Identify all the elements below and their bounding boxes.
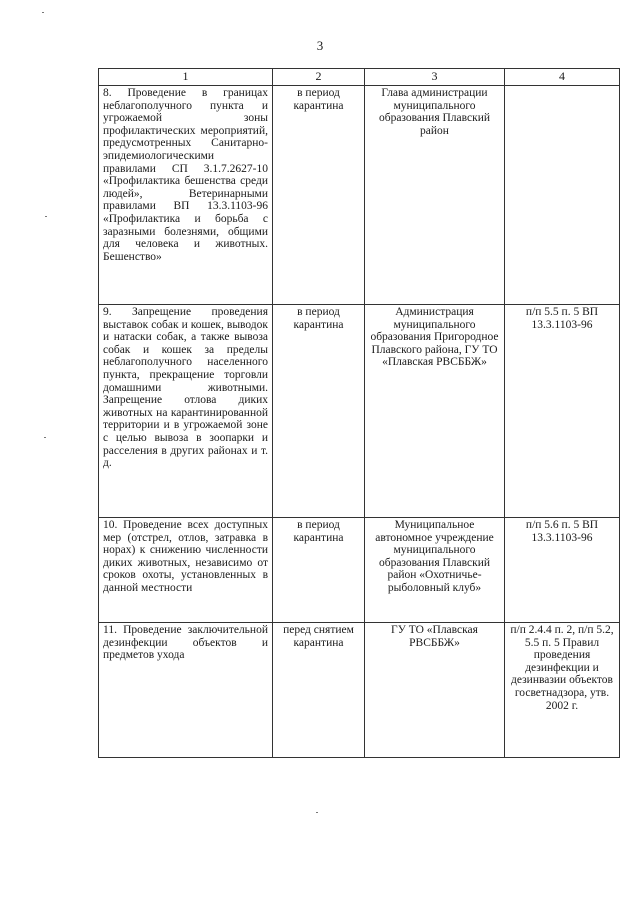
responsible-cell: Муниципальное автономное учреждение муниципального образования Плавский район «Охотничье-рыболовный клуб»	[365, 518, 505, 623]
basis-cell: п/п 2.4.4 п. 2, п/п 5.2, 5.5 п. 5 Правил проведения дезинфекции и дезинвазии объектов госветнадзора, утв. 2002 г.	[505, 623, 620, 758]
responsible-cell: Администрация муниципального образования Пригородное Плавского района, ГУ ТО «Плавская РВСББЖ»	[365, 305, 505, 518]
column-header: 3	[365, 69, 505, 86]
responsible-cell: Глава администрации муниципального образования Плавский район	[365, 86, 505, 305]
responsible-cell: ГУ ТО «Плавская РВСББЖ»	[365, 623, 505, 758]
scan-speck	[45, 216, 47, 217]
measures-table	[98, 68, 620, 758]
table-row	[99, 623, 620, 758]
column-header: 1	[99, 69, 273, 86]
page-number: 3	[316, 38, 324, 53]
table-row	[99, 518, 620, 623]
term-cell: в период карантина	[273, 86, 365, 305]
table-row	[99, 86, 620, 305]
term-cell: в период карантина	[273, 305, 365, 518]
measure-cell: 11. Проведение заключительной дезинфекции объектов и предметов ухода	[99, 623, 273, 758]
measure-cell: 8. Проведение в границах неблагополучного пункта и угрожаемой зоны профилактических мероприятий, предусмотренных Санитарно-эпидемиологическими правилами СП 3.1.7.2627-10 «Профилактика бешенства среди людей», Ветеринарными правилами ВП 13.3.1103-96 «Профилактика и борьба с заразными болезнями, общими для человека и животных. Бешенство»	[99, 86, 273, 305]
basis-cell: п/п 5.6 п. 5 ВП 13.3.1103-96	[505, 518, 620, 623]
measure-cell: 9. Запрещение проведения выставок собак и кошек, выводок и натаски собак, а также вывоза собак и кошек за пределы неблагополучного населенного пункта, прекращение торговли домашними животными. Запрещение отлова диких животных на карантинированной территории и в угрожаемой зоне с целью вывоза в зоопарки и расселения в других районах и т. д.	[99, 305, 273, 518]
basis-cell: п/п 5.5 п. 5 ВП 13.3.1103-96	[505, 305, 620, 518]
table-header-row	[99, 69, 620, 86]
column-header: 4	[505, 69, 620, 86]
term-cell: перед снятием карантина	[273, 623, 365, 758]
measure-cell: 10. Проведение всех доступных мер (отстрел, отлов, затравка в норах) к снижению численности диких животных, независимо от сроков охоты, установленных в данной местности	[99, 518, 273, 623]
term-cell: в период карантина	[273, 518, 365, 623]
column-header: 2	[273, 69, 365, 86]
scan-speck	[42, 12, 44, 13]
table-row	[99, 305, 620, 518]
scan-speck	[316, 812, 318, 813]
basis-cell	[505, 86, 620, 305]
scan-speck	[44, 437, 46, 438]
